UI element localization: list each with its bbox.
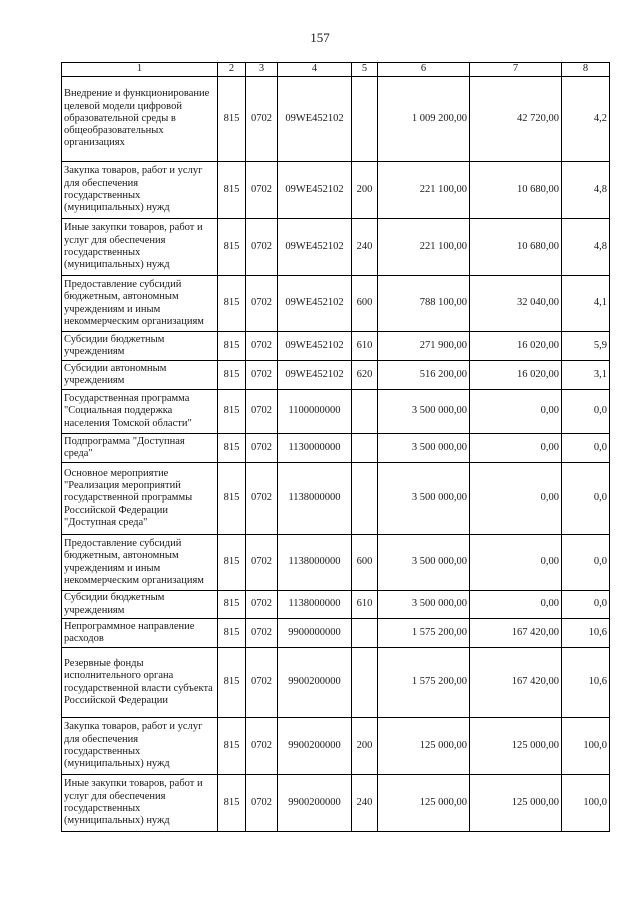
ministry-code-cell: 815 <box>218 390 246 434</box>
section-code-cell: 0702 <box>246 619 278 648</box>
plan-amount-cell: 1 575 200,00 <box>378 648 470 718</box>
target-article-cell: 09WE452102 <box>278 332 352 361</box>
ministry-code-cell: 815 <box>218 775 246 832</box>
target-article-cell: 9900000000 <box>278 619 352 648</box>
percent-cell: 10,6 <box>562 648 610 718</box>
expense-type-cell <box>352 648 378 718</box>
expense-type-cell <box>352 463 378 535</box>
ministry-code-cell: 815 <box>218 591 246 619</box>
table-row <box>62 619 610 648</box>
row-name-cell: Внедрение и функционирование целевой модели цифровой образовательной среды в общеобразовательных организациях <box>62 77 218 162</box>
section-code-cell: 0702 <box>246 276 278 332</box>
executed-amount-cell: 32 040,00 <box>470 276 562 332</box>
percent-cell: 0,0 <box>562 434 610 463</box>
expense-type-cell: 240 <box>352 775 378 832</box>
ministry-code-cell: 815 <box>218 434 246 463</box>
percent-cell: 4,2 <box>562 77 610 162</box>
row-name-cell: Субсидии бюджетным учреждениям <box>62 332 218 361</box>
section-code-cell: 0702 <box>246 718 278 775</box>
row-name-cell: Субсидии бюджетным учреждениям <box>62 591 218 619</box>
row-name-cell: Непрограммное направление расходов <box>62 619 218 648</box>
plan-amount-cell: 3 500 000,00 <box>378 463 470 535</box>
header-row <box>62 63 610 77</box>
percent-cell: 4,8 <box>562 162 610 219</box>
expense-type-cell: 240 <box>352 219 378 276</box>
plan-amount-cell: 788 100,00 <box>378 276 470 332</box>
target-article-cell: 9900200000 <box>278 775 352 832</box>
plan-amount-cell: 1 575 200,00 <box>378 619 470 648</box>
executed-amount-cell: 10 680,00 <box>470 219 562 276</box>
table-row <box>62 77 610 162</box>
section-code-cell: 0702 <box>246 332 278 361</box>
ministry-code-cell: 815 <box>218 162 246 219</box>
target-article-cell: 09WE452102 <box>278 77 352 162</box>
percent-cell: 0,0 <box>562 591 610 619</box>
ministry-code-cell: 815 <box>218 535 246 591</box>
section-code-cell: 0702 <box>246 77 278 162</box>
ministry-code-cell: 815 <box>218 648 246 718</box>
percent-cell: 0,0 <box>562 535 610 591</box>
ministry-code-cell: 815 <box>218 463 246 535</box>
executed-amount-cell: 10 680,00 <box>470 162 562 219</box>
ministry-code-cell: 815 <box>218 361 246 390</box>
executed-amount-cell: 0,00 <box>470 390 562 434</box>
target-article-cell: 09WE452102 <box>278 162 352 219</box>
row-name-cell: Подпрограмма "Доступная среда" <box>62 434 218 463</box>
target-article-cell: 9900200000 <box>278 648 352 718</box>
row-name-cell: Закупка товаров, работ и услуг для обеспечения государственных (муниципальных) нужд <box>62 718 218 775</box>
target-article-cell: 1138000000 <box>278 463 352 535</box>
section-code-cell: 0702 <box>246 219 278 276</box>
ministry-code-cell: 815 <box>218 619 246 648</box>
executed-amount-cell: 0,00 <box>470 591 562 619</box>
expense-type-cell: 620 <box>352 361 378 390</box>
row-name-cell: Иные закупки товаров, работ и услуг для обеспечения государственных (муниципальных) нужд <box>62 219 218 276</box>
header-cell: 1 <box>62 63 218 77</box>
expense-type-cell: 610 <box>352 591 378 619</box>
plan-amount-cell: 1 009 200,00 <box>378 77 470 162</box>
table-row <box>62 648 610 718</box>
section-code-cell: 0702 <box>246 390 278 434</box>
executed-amount-cell: 16 020,00 <box>470 361 562 390</box>
table-row <box>62 434 610 463</box>
table-row <box>62 276 610 332</box>
table-row <box>62 219 610 276</box>
ministry-code-cell: 815 <box>218 219 246 276</box>
row-name-cell: Предоставление субсидий бюджетным, автономным учреждениям и иным некоммерческим организациям <box>62 535 218 591</box>
percent-cell: 100,0 <box>562 718 610 775</box>
expense-type-cell <box>352 77 378 162</box>
executed-amount-cell: 0,00 <box>470 434 562 463</box>
table-row <box>62 775 610 832</box>
percent-cell: 3,1 <box>562 361 610 390</box>
row-name-cell: Иные закупки товаров, работ и услуг для обеспечения государственных (муниципальных) нужд <box>62 775 218 832</box>
row-name-cell: Основное мероприятие "Реализация мероприятий государственной программы Российской Федерации "Доступная среда" <box>62 463 218 535</box>
target-article-cell: 1138000000 <box>278 591 352 619</box>
percent-cell: 0,0 <box>562 463 610 535</box>
table-row <box>62 162 610 219</box>
target-article-cell: 9900200000 <box>278 718 352 775</box>
plan-amount-cell: 125 000,00 <box>378 775 470 832</box>
table-row <box>62 535 610 591</box>
percent-cell: 10,6 <box>562 619 610 648</box>
section-code-cell: 0702 <box>246 591 278 619</box>
plan-amount-cell: 3 500 000,00 <box>378 591 470 619</box>
target-article-cell: 09WE452102 <box>278 361 352 390</box>
target-article-cell: 1130000000 <box>278 434 352 463</box>
plan-amount-cell: 3 500 000,00 <box>378 535 470 591</box>
row-name-cell: Государственная программа "Социальная поддержка населения Томской области" <box>62 390 218 434</box>
header-cell: 3 <box>246 63 278 77</box>
expense-type-cell: 610 <box>352 332 378 361</box>
target-article-cell: 09WE452102 <box>278 219 352 276</box>
table-row <box>62 361 610 390</box>
row-name-cell: Закупка товаров, работ и услуг для обеспечения государственных (муниципальных) нужд <box>62 162 218 219</box>
expense-type-cell: 600 <box>352 535 378 591</box>
executed-amount-cell: 125 000,00 <box>470 775 562 832</box>
ministry-code-cell: 815 <box>218 77 246 162</box>
expense-type-cell: 600 <box>352 276 378 332</box>
percent-cell: 4,1 <box>562 276 610 332</box>
row-name-cell: Резервные фонды исполнительного органа государственной власти субъекта Российской Федерации <box>62 648 218 718</box>
plan-amount-cell: 125 000,00 <box>378 718 470 775</box>
section-code-cell: 0702 <box>246 162 278 219</box>
section-code-cell: 0702 <box>246 361 278 390</box>
section-code-cell: 0702 <box>246 775 278 832</box>
executed-amount-cell: 42 720,00 <box>470 77 562 162</box>
table-row <box>62 591 610 619</box>
plan-amount-cell: 516 200,00 <box>378 361 470 390</box>
ministry-code-cell: 815 <box>218 718 246 775</box>
ministry-code-cell: 815 <box>218 332 246 361</box>
plan-amount-cell: 271 900,00 <box>378 332 470 361</box>
table-row <box>62 332 610 361</box>
expense-type-cell <box>352 619 378 648</box>
percent-cell: 100,0 <box>562 775 610 832</box>
plan-amount-cell: 3 500 000,00 <box>378 434 470 463</box>
section-code-cell: 0702 <box>246 463 278 535</box>
expense-type-cell: 200 <box>352 162 378 219</box>
section-code-cell: 0702 <box>246 648 278 718</box>
ministry-code-cell: 815 <box>218 276 246 332</box>
header-cell: 6 <box>378 63 470 77</box>
page-number: 157 <box>310 30 330 45</box>
row-name-cell: Предоставление субсидий бюджетным, автономным учреждениям и иным некоммерческим организациям <box>62 276 218 332</box>
expense-type-cell <box>352 390 378 434</box>
executed-amount-cell: 0,00 <box>470 535 562 591</box>
percent-cell: 4,8 <box>562 219 610 276</box>
executed-amount-cell: 16 020,00 <box>470 332 562 361</box>
section-code-cell: 0702 <box>246 535 278 591</box>
header-cell: 8 <box>562 63 610 77</box>
budget-table <box>61 62 610 832</box>
percent-cell: 5,9 <box>562 332 610 361</box>
executed-amount-cell: 0,00 <box>470 463 562 535</box>
expense-type-cell <box>352 434 378 463</box>
header-cell: 7 <box>470 63 562 77</box>
percent-cell: 0,0 <box>562 390 610 434</box>
target-article-cell: 1100000000 <box>278 390 352 434</box>
table-row <box>62 463 610 535</box>
table-row <box>62 718 610 775</box>
executed-amount-cell: 167 420,00 <box>470 619 562 648</box>
table-row <box>62 390 610 434</box>
header-cell: 4 <box>278 63 352 77</box>
target-article-cell: 1138000000 <box>278 535 352 591</box>
section-code-cell: 0702 <box>246 434 278 463</box>
target-article-cell: 09WE452102 <box>278 276 352 332</box>
expense-type-cell: 200 <box>352 718 378 775</box>
row-name-cell: Субсидии автономным учреждениям <box>62 361 218 390</box>
executed-amount-cell: 167 420,00 <box>470 648 562 718</box>
executed-amount-cell: 125 000,00 <box>470 718 562 775</box>
plan-amount-cell: 221 100,00 <box>378 162 470 219</box>
plan-amount-cell: 3 500 000,00 <box>378 390 470 434</box>
header-cell: 2 <box>218 63 246 77</box>
header-cell: 5 <box>352 63 378 77</box>
plan-amount-cell: 221 100,00 <box>378 219 470 276</box>
